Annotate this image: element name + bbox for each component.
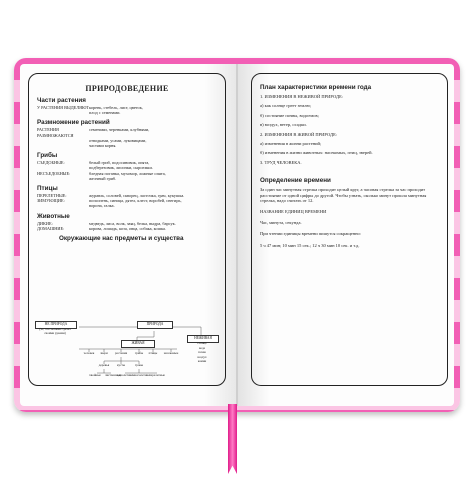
section-row <box>29 226 225 231</box>
diagram-label: лиственные <box>105 373 121 377</box>
example-text: 5 ч 47 мин; 10 мин 15 сек.; 12 ч 30 мин 10 сек. и т.д. <box>260 242 360 248</box>
abbreviation-text: При чтении единицы времени пишутся сокращенно: <box>260 231 361 237</box>
diagram-label: почва <box>198 350 206 354</box>
right-page-frame <box>251 73 448 386</box>
time-paragraph: За один час минутная стрелка проходит целый круг, а часовая стрелка за час проходит расстояние от одной цифры до другой. Чтобы узнать, сколько минут прошла минутная стрелка, надо считать от 12. <box>260 187 427 204</box>
section-heading: Птицы <box>37 185 58 193</box>
diagram-label: кусты <box>116 363 126 367</box>
row-value: плод с семенами. <box>89 110 121 116</box>
page-title: ПРИРОДОВЕДЕНИЕ <box>85 84 169 93</box>
nature-sections <box>29 97 225 231</box>
diagram-label: хвойные <box>89 373 101 377</box>
row-value: бледная поганка, мухомор, ложные опята, <box>89 170 166 176</box>
diagram-label: многолетние <box>132 373 150 377</box>
row-key: ДОМАШНИЕ: <box>37 225 65 231</box>
row-key: ЗИМУЮЩИЕ: <box>37 198 65 204</box>
diagram-label: грибы <box>134 351 144 355</box>
diagram-label: вода <box>198 345 206 350</box>
row-key <box>37 110 89 115</box>
section-heading: Грибы <box>37 152 58 160</box>
row-key: НЕСЪЕДОБНЫЕ: <box>37 170 71 176</box>
row-value: медведь, лиса, волк, заяц, белка, выдра, барсук. <box>89 220 176 226</box>
section-row <box>29 203 225 208</box>
notebook-spine <box>236 64 238 406</box>
bookmark-ribbon <box>228 404 237 474</box>
section-row <box>29 143 225 148</box>
diagram-label: растения <box>114 351 128 355</box>
section-heading: Животные <box>37 212 70 220</box>
nature-box: ПРИРОДА <box>137 321 173 329</box>
row-key: ПЕРЕЛЕТНЫЕ: <box>37 193 67 199</box>
diagram-label: травы <box>134 363 144 367</box>
diagram-label: перелетные <box>149 373 165 377</box>
units-text: Час, минута, секунда. <box>260 219 302 225</box>
diagram-label: звери <box>100 351 108 355</box>
diagram-label: камни <box>197 359 207 363</box>
diagram-label: птицы <box>148 351 158 355</box>
units-heading: НАЗВАНИЕ ЕДИНИЦ ВРЕМЕНИ <box>260 209 327 215</box>
nonliving-box: НЕЖИВАЯ <box>187 335 219 343</box>
plan-list <box>252 94 447 165</box>
row-key <box>37 203 89 208</box>
not-nature-box: НЕ ПРИРОДА <box>35 321 77 329</box>
row-value: отводками, усами, луковицами, <box>89 137 147 143</box>
row-value: корова, лошадь, коза, овца, собака, кошка. <box>89 225 167 231</box>
diagram-label: солнце <box>197 341 207 345</box>
diagram-label: насекомые <box>163 351 179 355</box>
plan-item: 1. ИЗМЕНЕНИЯ В НЕЖИВОЙ ПРИРОДЕ: <box>260 94 344 99</box>
row-value: частями корня. <box>89 143 117 149</box>
not-nature-note: (то, что человек сделал своими руками) <box>39 327 71 335</box>
row-value: белый гриб, подосиновик, опята, <box>89 160 150 166</box>
section-row <box>29 110 225 115</box>
row-key: РАСТЕНИЯ РАЗМНОЖАЮТСЯ <box>37 127 74 138</box>
living-box: ЖИВАЯ <box>121 340 155 348</box>
section-heading: Размножение растений <box>37 119 110 127</box>
section-row <box>29 176 225 181</box>
row-value: журавль, соловей, скворец, ласточка, грач, кукушка. <box>89 193 185 199</box>
row-value: поползень, синица, дятел, клест, воробей, снегирь, <box>89 198 182 204</box>
section-row <box>29 127 225 137</box>
row-value: желчный гриб. <box>89 175 117 181</box>
diagram-label: однолетние <box>117 373 133 377</box>
row-value: ворона, галка. <box>89 203 115 209</box>
nature-diagram <box>29 319 225 385</box>
row-key: СЪЕДОБНЫЕ: <box>37 160 65 166</box>
time-title: Определение времени <box>260 177 331 185</box>
row-key <box>37 176 89 181</box>
plan-item: а) как солнце греет землю; <box>260 103 312 109</box>
plan-item: а) изменения в жизни растений; <box>260 141 322 147</box>
row-key: ДИКИЕ: <box>37 220 53 226</box>
row-key: У РАСТЕНИЯ ВЫДЕЛЯЮТ <box>37 105 89 110</box>
diagram-label: воздух <box>197 354 207 359</box>
diagram-heading: Окружающие нас предметы и существа <box>59 235 184 243</box>
plan-item: 2. ИЗМЕНЕНИЯ В ЖИВОЙ ПРИРОДЕ: <box>260 131 338 137</box>
section-heading: Части растения <box>37 97 86 104</box>
row-value: подберезовик, лисички, сыроежки. <box>89 165 153 171</box>
row-value: семенами, черенками, клубнями, <box>89 127 150 133</box>
diagram-label: деревья <box>98 363 110 367</box>
plan-item: в) воздух, ветер, осадки. <box>260 122 307 128</box>
row-value: корень, стебель, лист, цветок, <box>89 105 143 110</box>
plan-title: План характеристики времени года <box>260 84 372 91</box>
plan-item: б) состояние почвы, водоемов; <box>260 112 319 118</box>
plan-item: 3. ТРУД ЧЕЛОВЕКА. <box>260 159 302 165</box>
plan-item: б) изменения в жизни животных: насекомых, птиц, зверей. <box>260 150 373 156</box>
diagram-label: человек <box>83 351 95 355</box>
row-key <box>37 143 89 148</box>
left-page-frame <box>28 73 226 386</box>
